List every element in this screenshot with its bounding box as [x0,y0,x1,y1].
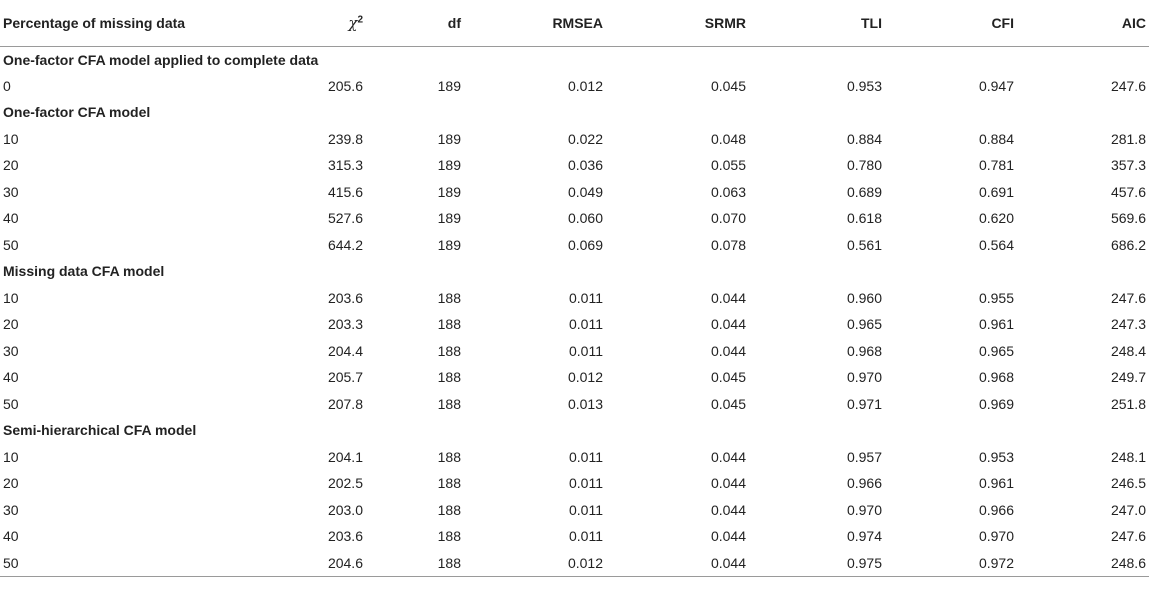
chi-square-cell: 202.5 [327,475,363,492]
aic-cell: 247.3 [1110,316,1146,333]
rmsea-cell: 0.060 [567,210,603,227]
tli-cell: 0.561 [846,236,882,253]
section-title: Semi-hierarchical CFA model [3,422,197,439]
table-row [0,523,1149,550]
rmsea-cell: 0.011 [569,316,603,333]
table-row [0,391,1149,418]
table-row [0,232,1149,259]
df-cell: 188 [437,369,461,386]
df-cell: 188 [363,550,461,577]
percentage-cell: 40 [3,528,19,545]
percentage-cell: 50 [3,395,19,412]
rmsea-cell: 0.011 [569,501,603,518]
aic-cell: 251.8 [1110,395,1146,412]
df-cell: 188 [437,395,461,412]
chi-square-cell: 527.6 [327,210,363,227]
percentage-cell: 30 [3,501,19,518]
df-cell: 188 [437,448,461,465]
aic-cell: 247.6 [1110,289,1146,306]
cfi-cell: 0.620 [978,210,1014,227]
tli-cell: 0.689 [846,183,882,200]
tli-cell: 0.966 [846,475,882,492]
cfi-cell: 0.966 [978,501,1014,518]
chi-square-cell: 204.1 [327,448,363,465]
tli-cell: 0.884 [846,130,882,147]
tli-cell: 0.975 [746,550,882,577]
rmsea-cell: 0.049 [567,183,603,200]
header-percentage-missing: Percentage of missing data [0,0,253,46]
aic-cell: 247.0 [1110,501,1146,518]
cfi-cell: 0.781 [978,157,1014,174]
srmr-cell: 0.055 [710,157,746,174]
percentage-cell: 50 [3,236,19,253]
df-cell: 188 [437,342,461,359]
percentage-cell: 20 [3,316,19,333]
cfi-cell: 0.969 [978,395,1014,412]
percentage-cell: 0 [3,77,11,94]
rmsea-cell: 0.013 [567,395,603,412]
rmsea-cell: 0.069 [567,236,603,253]
df-cell: 188 [437,501,461,518]
tli-cell: 0.970 [846,369,882,386]
aic-cell: 457.6 [1110,183,1146,200]
chi-square-cell: 205.6 [327,77,363,94]
table-row [0,73,1149,100]
cfi-cell: 0.965 [978,342,1014,359]
srmr-cell: 0.044 [710,342,746,359]
header-df: df [363,0,461,46]
df-cell: 188 [437,289,461,306]
percentage-cell: 40 [3,210,19,227]
header-srmr: SRMR [603,0,746,46]
srmr-cell: 0.063 [710,183,746,200]
cfi-cell: 0.884 [978,130,1014,147]
chi-superscript: 2 [357,14,363,26]
chi-square-cell: 644.2 [327,236,363,253]
df-cell: 188 [437,528,461,545]
section-title: One-factor CFA model [3,104,151,121]
section-header-row [0,417,1149,444]
percentage-cell: 40 [3,369,19,386]
section-title: Missing data CFA model [3,263,165,280]
percentage-cell: 10 [3,448,19,465]
chi-square-cell: 205.7 [327,369,363,386]
cfi-cell: 0.691 [978,183,1014,200]
section-header-row [0,258,1149,285]
cfi-cell: 0.961 [978,475,1014,492]
cfi-cell: 0.947 [978,77,1014,94]
srmr-cell: 0.070 [710,210,746,227]
srmr-cell: 0.044 [710,475,746,492]
chi-square-cell: 315.3 [327,157,363,174]
aic-cell: 248.6 [1014,550,1149,577]
chi-square-cell: 239.8 [327,130,363,147]
srmr-cell: 0.044 [710,501,746,518]
table-body [0,46,1149,576]
srmr-cell: 0.048 [710,130,746,147]
srmr-cell: 0.045 [710,395,746,412]
aic-cell: 248.1 [1110,448,1146,465]
rmsea-cell: 0.012 [567,369,603,386]
percentage-cell: 50 [0,550,253,577]
rmsea-cell: 0.036 [567,157,603,174]
percentage-cell: 10 [3,289,19,306]
aic-cell: 357.3 [1110,157,1146,174]
chi-square-cell: 204.6 [253,550,363,577]
cfi-cell: 0.961 [978,316,1014,333]
srmr-cell: 0.045 [710,369,746,386]
table-row [0,285,1149,312]
tli-cell: 0.968 [846,342,882,359]
aic-cell: 247.6 [1110,528,1146,545]
cfi-cell: 0.972 [882,550,1014,577]
tli-cell: 0.780 [846,157,882,174]
chi-square-cell: 207.8 [327,395,363,412]
aic-cell: 569.6 [1110,210,1146,227]
tli-cell: 0.970 [846,501,882,518]
chi-square-cell: 203.6 [327,289,363,306]
chi-square-cell: 203.6 [327,528,363,545]
srmr-cell: 0.078 [710,236,746,253]
df-cell: 189 [437,77,461,94]
header-chi-square [253,0,363,46]
percentage-cell: 30 [3,342,19,359]
tli-cell: 0.960 [846,289,882,306]
df-cell: 189 [437,183,461,200]
table-header [0,0,1149,46]
chi-square-cell: 203.3 [327,316,363,333]
table-row [0,311,1149,338]
percentage-cell: 10 [3,130,19,147]
table-row [0,444,1149,471]
table-row [0,205,1149,232]
header-tli: TLI [746,0,882,46]
table-row [0,497,1149,524]
table-row [0,470,1149,497]
df-cell: 189 [437,210,461,227]
aic-cell: 246.5 [1110,475,1146,492]
rmsea-cell: 0.011 [569,342,603,359]
section-header-row [0,46,1149,73]
rmsea-cell: 0.011 [569,448,603,465]
cfi-cell: 0.968 [978,369,1014,386]
aic-cell: 249.7 [1110,369,1146,386]
table-row [0,126,1149,153]
df-cell: 188 [437,316,461,333]
srmr-cell: 0.045 [710,77,746,94]
tli-cell: 0.618 [846,210,882,227]
tli-cell: 0.971 [846,395,882,412]
section-header-row [0,99,1149,126]
tli-cell: 0.957 [846,448,882,465]
percentage-cell: 20 [3,157,19,174]
tli-cell: 0.953 [846,77,882,94]
rmsea-cell: 0.012 [461,550,603,577]
df-cell: 189 [437,130,461,147]
section-title: One-factor CFA model applied to complete data [3,51,319,68]
table-row [0,550,1149,577]
table-row [0,179,1149,206]
table-row [0,364,1149,391]
table-row [0,338,1149,365]
aic-cell: 686.2 [1110,236,1146,253]
table-row [0,152,1149,179]
chi-square-cell: 204.4 [327,342,363,359]
srmr-cell: 0.044 [710,448,746,465]
df-cell: 189 [437,157,461,174]
cfi-cell: 0.970 [978,528,1014,545]
tli-cell: 0.965 [846,316,882,333]
aic-cell: 281.8 [1110,130,1146,147]
rmsea-cell: 0.011 [569,475,603,492]
chi-square-cell: 415.6 [327,183,363,200]
rmsea-cell: 0.022 [567,130,603,147]
chi-symbol: χ [348,13,358,32]
cfi-cell: 0.953 [978,448,1014,465]
tli-cell: 0.974 [846,528,882,545]
df-cell: 188 [437,475,461,492]
header-row [0,0,1149,46]
header-cfi: CFI [882,0,1014,46]
chi-square-cell: 203.0 [327,501,363,518]
rmsea-cell: 0.012 [567,77,603,94]
aic-cell: 247.6 [1110,77,1146,94]
cfi-cell: 0.955 [978,289,1014,306]
srmr-cell: 0.044 [710,289,746,306]
rmsea-cell: 0.011 [569,289,603,306]
df-cell: 189 [437,236,461,253]
srmr-cell: 0.044 [603,550,746,577]
srmr-cell: 0.044 [710,316,746,333]
header-rmsea: RMSEA [461,0,603,46]
aic-cell: 248.4 [1110,342,1146,359]
srmr-cell: 0.044 [710,528,746,545]
header-aic: AIC [1014,0,1149,46]
percentage-cell: 20 [3,475,19,492]
cfi-cell: 0.564 [978,236,1014,253]
rmsea-cell: 0.011 [569,528,603,545]
percentage-cell: 30 [3,183,19,200]
